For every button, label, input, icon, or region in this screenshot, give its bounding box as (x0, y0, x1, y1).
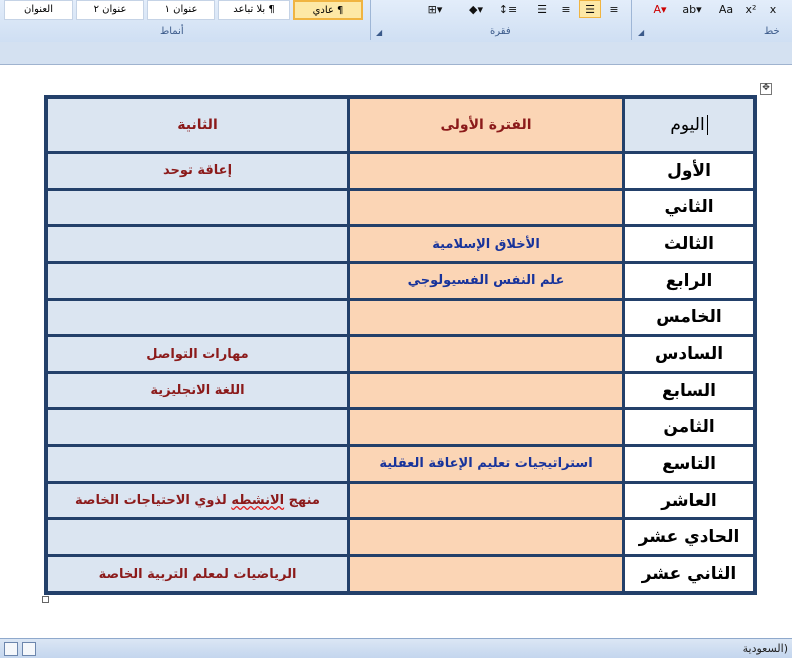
table-row (46, 482, 755, 519)
table-row (46, 262, 755, 299)
paragraph-group-label: فقرة (490, 26, 511, 37)
table-row (46, 226, 755, 263)
status-bar (0, 638, 792, 658)
cell-second[interactable] (46, 409, 349, 446)
cell-day[interactable]: السادس (624, 336, 756, 373)
cell-first[interactable] (349, 519, 624, 556)
subscript-icon[interactable]: x (769, 3, 777, 16)
cell-second[interactable] (46, 189, 349, 226)
table-row (46, 299, 755, 336)
cell-second[interactable]: إعاقة توحد (46, 153, 349, 190)
align-left-icon[interactable]: ≡ (561, 3, 571, 16)
cell-day[interactable]: التاسع (624, 446, 756, 483)
group-separator (631, 0, 632, 40)
cell-day[interactable]: الخامس (624, 299, 756, 336)
cell-first[interactable] (349, 153, 624, 190)
cell-second[interactable] (46, 482, 349, 519)
style-heading2[interactable]: عنوان ٢ (76, 0, 144, 20)
cell-day[interactable]: العاشر (624, 482, 756, 519)
cell-first[interactable] (349, 556, 624, 593)
style-no-spacing[interactable]: ¶ بلا تباعد (218, 0, 290, 20)
cell-day[interactable]: السابع (624, 372, 756, 409)
superscript-icon[interactable]: x² (745, 3, 757, 16)
cell-second[interactable] (46, 446, 349, 483)
cell-text-part: لذوي الاحتياجات الخاصة (75, 493, 232, 509)
styles-dialog-launcher-icon[interactable]: ◢ (376, 28, 383, 37)
misspelled-word[interactable]: الانشطه (231, 493, 285, 509)
cell-first[interactable] (349, 482, 624, 519)
font-color-icon[interactable]: A▾ (653, 3, 667, 16)
table-row (46, 519, 755, 556)
align-right-icon[interactable]: ☰ (579, 0, 601, 18)
table-row (46, 372, 755, 409)
full-screen-view-icon[interactable] (22, 642, 36, 656)
align-center-icon[interactable]: ≡ (609, 3, 619, 16)
paragraph-dialog-launcher-icon[interactable]: ◢ (638, 28, 645, 37)
cell-day[interactable]: الرابع (624, 262, 756, 299)
table-row (46, 153, 755, 190)
cell-second[interactable] (46, 262, 349, 299)
cell-first[interactable] (349, 336, 624, 373)
table-row (46, 336, 755, 373)
cell-second[interactable]: الرياضيات لمعلم التربية الخاصة (46, 556, 349, 593)
table-row (46, 556, 755, 593)
cell-day[interactable]: الثالث (624, 226, 756, 263)
cell-day[interactable]: الثامن (624, 409, 756, 446)
header-day-label: اليوم (670, 115, 705, 135)
status-language[interactable]: (السعودية (742, 642, 788, 655)
cell-day[interactable]: الثاني (624, 189, 756, 226)
print-layout-view-icon[interactable] (4, 642, 18, 656)
table-header-row (46, 97, 755, 153)
justify-icon[interactable]: ☰ (537, 3, 547, 16)
header-day[interactable] (624, 97, 756, 153)
table-row (46, 446, 755, 483)
cell-second[interactable] (46, 299, 349, 336)
cell-second[interactable] (46, 519, 349, 556)
cell-day[interactable]: الثاني عشر (624, 556, 756, 593)
table-row (46, 409, 755, 446)
line-spacing-icon[interactable]: ↕≡ (498, 3, 518, 16)
style-title[interactable]: العنوان (4, 0, 73, 20)
ribbon (0, 0, 792, 43)
header-first-period[interactable]: الفترة الأولى (349, 97, 624, 153)
styles-group-label: أنماط (160, 26, 184, 37)
schedule-table (44, 95, 757, 595)
cell-first[interactable]: استراتيجيات تعليم الإعاقة العقلية (349, 446, 624, 483)
cell-first[interactable]: علم النفس الفسيولوجي (349, 262, 624, 299)
cell-first[interactable] (349, 372, 624, 409)
document-background (0, 42, 792, 64)
style-heading1[interactable]: عنوان ١ (147, 0, 215, 20)
header-second-period[interactable]: الثانية (46, 97, 349, 153)
document-page[interactable] (0, 64, 792, 639)
cell-first[interactable] (349, 299, 624, 336)
cell-second[interactable]: مهارات التواصل (46, 336, 349, 373)
group-separator (370, 0, 371, 40)
text-cursor (707, 115, 708, 135)
cell-day[interactable]: الأول (624, 153, 756, 190)
shading-icon[interactable]: ◆▾ (469, 3, 483, 16)
font-group-label: خط (764, 26, 780, 37)
borders-icon[interactable]: ⊞▾ (427, 3, 443, 16)
cell-text-part: منهج (288, 493, 320, 509)
cell-first[interactable] (349, 189, 624, 226)
change-case-icon[interactable]: Aa (718, 3, 734, 16)
cell-second[interactable]: اللغة الانجليزية (46, 372, 349, 409)
table-row (46, 189, 755, 226)
highlight-icon[interactable]: ab▾ (682, 3, 702, 16)
cell-first[interactable]: الأخلاق الإسلامية (349, 226, 624, 263)
style-normal[interactable]: ¶ عادي (293, 0, 363, 20)
table-resize-handle[interactable] (42, 596, 49, 603)
cell-second[interactable] (46, 226, 349, 263)
cell-first[interactable] (349, 409, 624, 446)
cell-day[interactable]: الحادي عشر (624, 519, 756, 556)
table-move-handle-icon[interactable]: ✥ (760, 83, 772, 95)
